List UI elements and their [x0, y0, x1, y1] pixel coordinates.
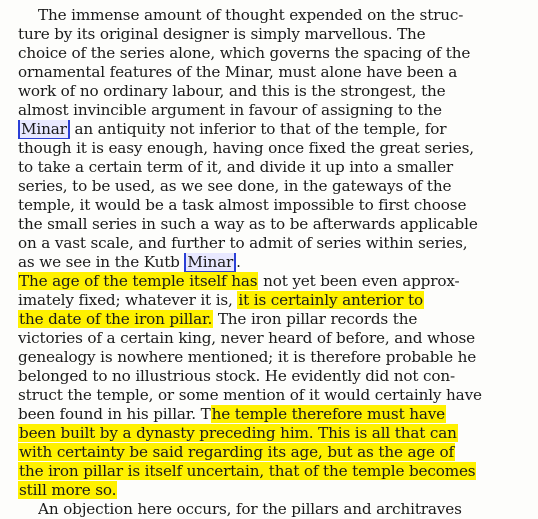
- text-line: [18, 234, 530, 253]
- text-line: [18, 481, 530, 500]
- line-text: on a vast scale, and further to admit of series within series,: [18, 234, 468, 252]
- text-line: [18, 101, 530, 120]
- highlighted-text[interactable]: the date of the iron pillar.: [19, 310, 213, 328]
- text-line: [18, 367, 530, 386]
- text-line: [18, 215, 530, 234]
- line-text-after: The iron pillar records the: [213, 310, 418, 328]
- line-text: imately fixed; whatever it is,: [18, 291, 238, 309]
- line-text: the small series in such a way as to be afterwards applicable: [18, 215, 478, 233]
- text-line: [18, 424, 530, 443]
- line-text: struct the temple, or some mention of it would certainly have: [18, 386, 482, 404]
- text-line: [18, 329, 530, 348]
- search-match-box[interactable]: Minar: [184, 253, 236, 272]
- line-text: ornamental features of the Minar, must alone have been a: [18, 63, 458, 81]
- line-text-after: not yet been even approx-: [258, 272, 460, 290]
- text-line: [18, 253, 530, 272]
- line-text: though it is easy enough, having once fixed the great series,: [18, 139, 474, 157]
- line-text: choice of the series alone, which governs the spacing of the: [18, 44, 471, 62]
- line-text: series, to be used, as we see done, in the gateways of the: [18, 177, 452, 195]
- text-line: [38, 6, 530, 25]
- text-line: [18, 177, 530, 196]
- line-text: genealogy is nowhere mentioned; it is therefore probable he: [18, 348, 477, 366]
- highlighted-text[interactable]: The age of the temple itself has: [19, 272, 258, 290]
- text-line: [18, 462, 530, 481]
- line-text: temple, it would be a task almost impossible to first choose: [18, 196, 467, 214]
- text-line: [18, 348, 530, 367]
- line-text: An objection here occurs, for the pillars and architraves: [38, 500, 462, 518]
- text-line: [18, 82, 530, 101]
- text-line: [18, 158, 530, 177]
- text-line: [18, 272, 530, 291]
- highlighted-text[interactable]: the iron pillar is itself uncertain, that of the temple becomes: [19, 462, 476, 480]
- line-text: work of no ordinary labour, and this is the strongest, the: [18, 82, 446, 100]
- line-text: belonged to no illustrious stock. He evidently did not con-: [18, 367, 455, 385]
- text-line: [38, 500, 530, 519]
- text-line: [18, 310, 530, 329]
- highlighted-text[interactable]: with certainty be said regarding its age, but as the age of: [19, 443, 454, 461]
- search-match-box[interactable]: Minar: [18, 120, 70, 139]
- line-text: as we see in the Kutb: [18, 253, 185, 271]
- text-line: [18, 120, 530, 139]
- line-text: victories of a certain king, never heard of before, and whose: [18, 329, 475, 347]
- highlighted-text[interactable]: been built by a dynasty preceding him. This is all that can: [19, 424, 457, 442]
- line-text: ture by its original designer is simply marvellous. The: [18, 25, 426, 43]
- text-line: [18, 44, 530, 63]
- line-text-after: .: [236, 253, 241, 271]
- text-line: [18, 443, 530, 462]
- highlighted-text[interactable]: it is certainly anterior to: [238, 291, 423, 309]
- line-text-after: an antiquity not inferior to that of the temple, for: [69, 120, 447, 138]
- text-line: [18, 405, 530, 424]
- text-line: [18, 139, 530, 158]
- text-line: [18, 386, 530, 405]
- text-line: [18, 63, 530, 82]
- line-text: been found in his pillar. T: [18, 405, 211, 423]
- text-line: [18, 25, 530, 44]
- line-text: to take a certain term of it, and divide it up into a smaller: [18, 158, 454, 176]
- line-text: almost invincible argument in favour of assigning to the: [18, 101, 442, 119]
- highlighted-text[interactable]: he temple therefore must have: [211, 405, 446, 423]
- line-text: The immense amount of thought expended on the struc-: [38, 6, 464, 24]
- text-line: [18, 196, 530, 215]
- text-line: [18, 291, 530, 310]
- highlighted-text[interactable]: still more so.: [19, 481, 117, 499]
